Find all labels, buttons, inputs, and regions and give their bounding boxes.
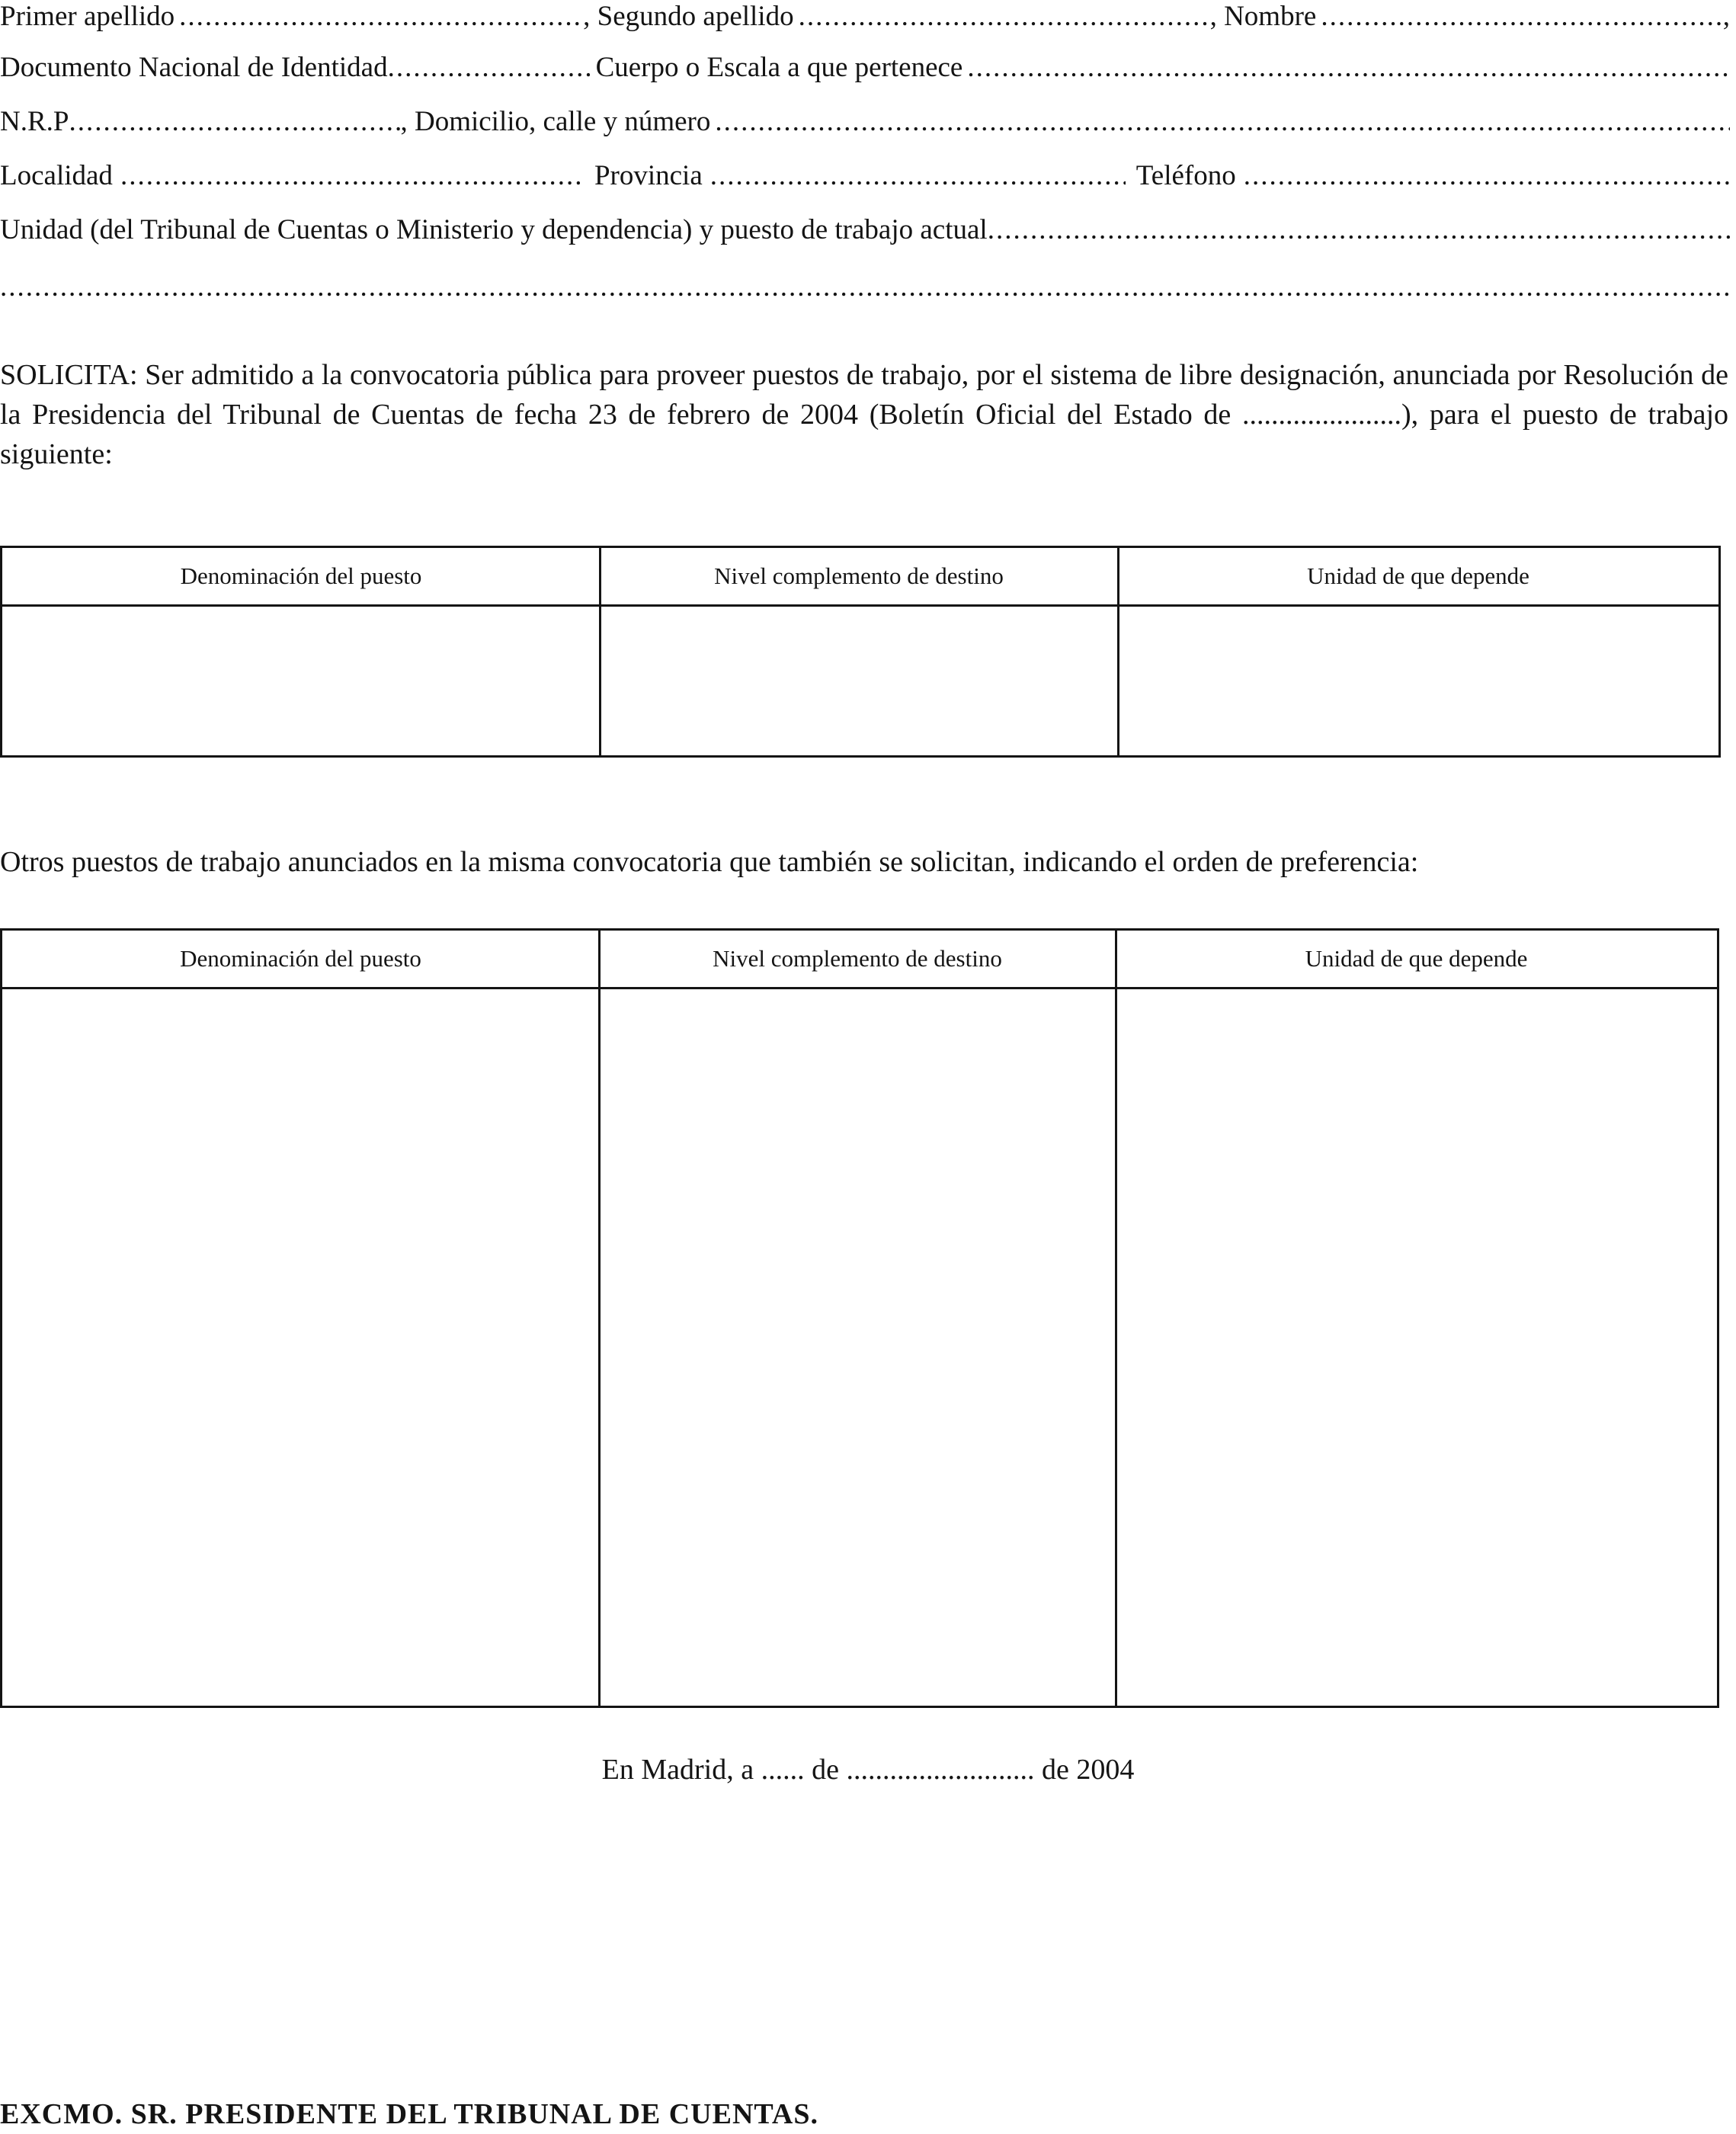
label-telefono: Teléfono [1135,160,1236,191]
label-localidad: Localidad [0,160,113,191]
fill-primer-apellido[interactable] [179,0,583,34]
label-domicilio: , Domicilio, calle y número [400,106,711,137]
field-line-localidad [0,159,1730,193]
label-unidad: Unidad (del Tribunal de Cuentas o Ministerio y dependencia) y puesto de trabajo actual [0,214,988,245]
header-denominacion: Denominación del puesto [180,945,421,972]
field-line-apellidos [0,0,1730,34]
header-nivel: Nivel complemento de destino [713,945,1002,972]
fill-telefono[interactable] [1244,159,1730,193]
header-nivel: Nivel complemento de destino [714,562,1004,589]
label-nombre: , Nombre [1209,1,1317,32]
fill-segundo-apellido[interactable] [799,0,1210,34]
other-posts-table [0,928,1719,1708]
field-line-dni [0,51,1730,85]
fill-domicilio[interactable] [715,105,1730,139]
field-line-unidad [0,213,1730,247]
field-line-unidad-continuation [0,271,1730,304]
signature-date-line: En Madrid, a ...... de .......................... de 2004 [601,1754,1135,1786]
cell-unidad-input[interactable] [1117,989,1717,1706]
header-unidad: Unidad de que depende [1305,945,1528,972]
label-segundo-apellido: , Segundo apellido [583,1,794,32]
other-posts-header-row [2,931,1717,989]
fill-cuerpo[interactable] [967,51,1730,85]
label-cuerpo: Cuerpo o Escala a que pertenece [595,52,963,83]
header-unidad: Unidad de que depende [1307,562,1529,589]
cell-denominacion-input[interactable] [2,989,598,1706]
label-nombre-tail: , [1722,1,1730,32]
fill-unidad-continuation[interactable] [0,271,1730,304]
fill-unidad[interactable] [988,213,1730,247]
field-line-nrp [0,105,1730,139]
solicita-paragraph: SOLICITA: Ser admitido a la convocatoria pública para proveer puestos de trabajo, por el sistema de libre designación, anunciada por Resolución de la Presidencia del Tribunal de Cuentas de fecha 23 de febrero de 2004 (Boletín Oficial del Estado de ......................), para el puesto de trabajo siguiente: [0,359,1728,470]
cell-nivel-input[interactable] [601,989,1115,1706]
header-denominacion: Denominación del puesto [180,562,422,589]
fill-nombre[interactable] [1321,0,1722,34]
label-nrp: N.R.P [0,106,69,137]
label-provincia: Provincia [594,160,703,191]
requested-post-table [0,546,1721,758]
label-dni: Documento Nacional de Identidad [0,52,388,83]
fill-localidad[interactable] [120,159,584,193]
addressee-heading: EXCMO. SR. PRESIDENTE DEL TRIBUNAL DE CUENTAS. [0,2098,818,2130]
fill-provincia[interactable] [710,159,1126,193]
label-primer-apellido: Primer apellido [0,1,175,32]
fill-nrp[interactable] [69,105,400,139]
other-posts-intro: Otros puestos de trabajo anunciados en la misma convocatoria que también se solicitan, indicando el orden de preferencia: [0,846,1419,878]
cell-unidad-input[interactable] [1119,607,1718,755]
cell-denominacion-input[interactable] [2,607,599,755]
cell-nivel-input[interactable] [601,607,1117,755]
requested-post-header-row [2,548,1718,607]
fill-dni[interactable] [388,51,590,85]
